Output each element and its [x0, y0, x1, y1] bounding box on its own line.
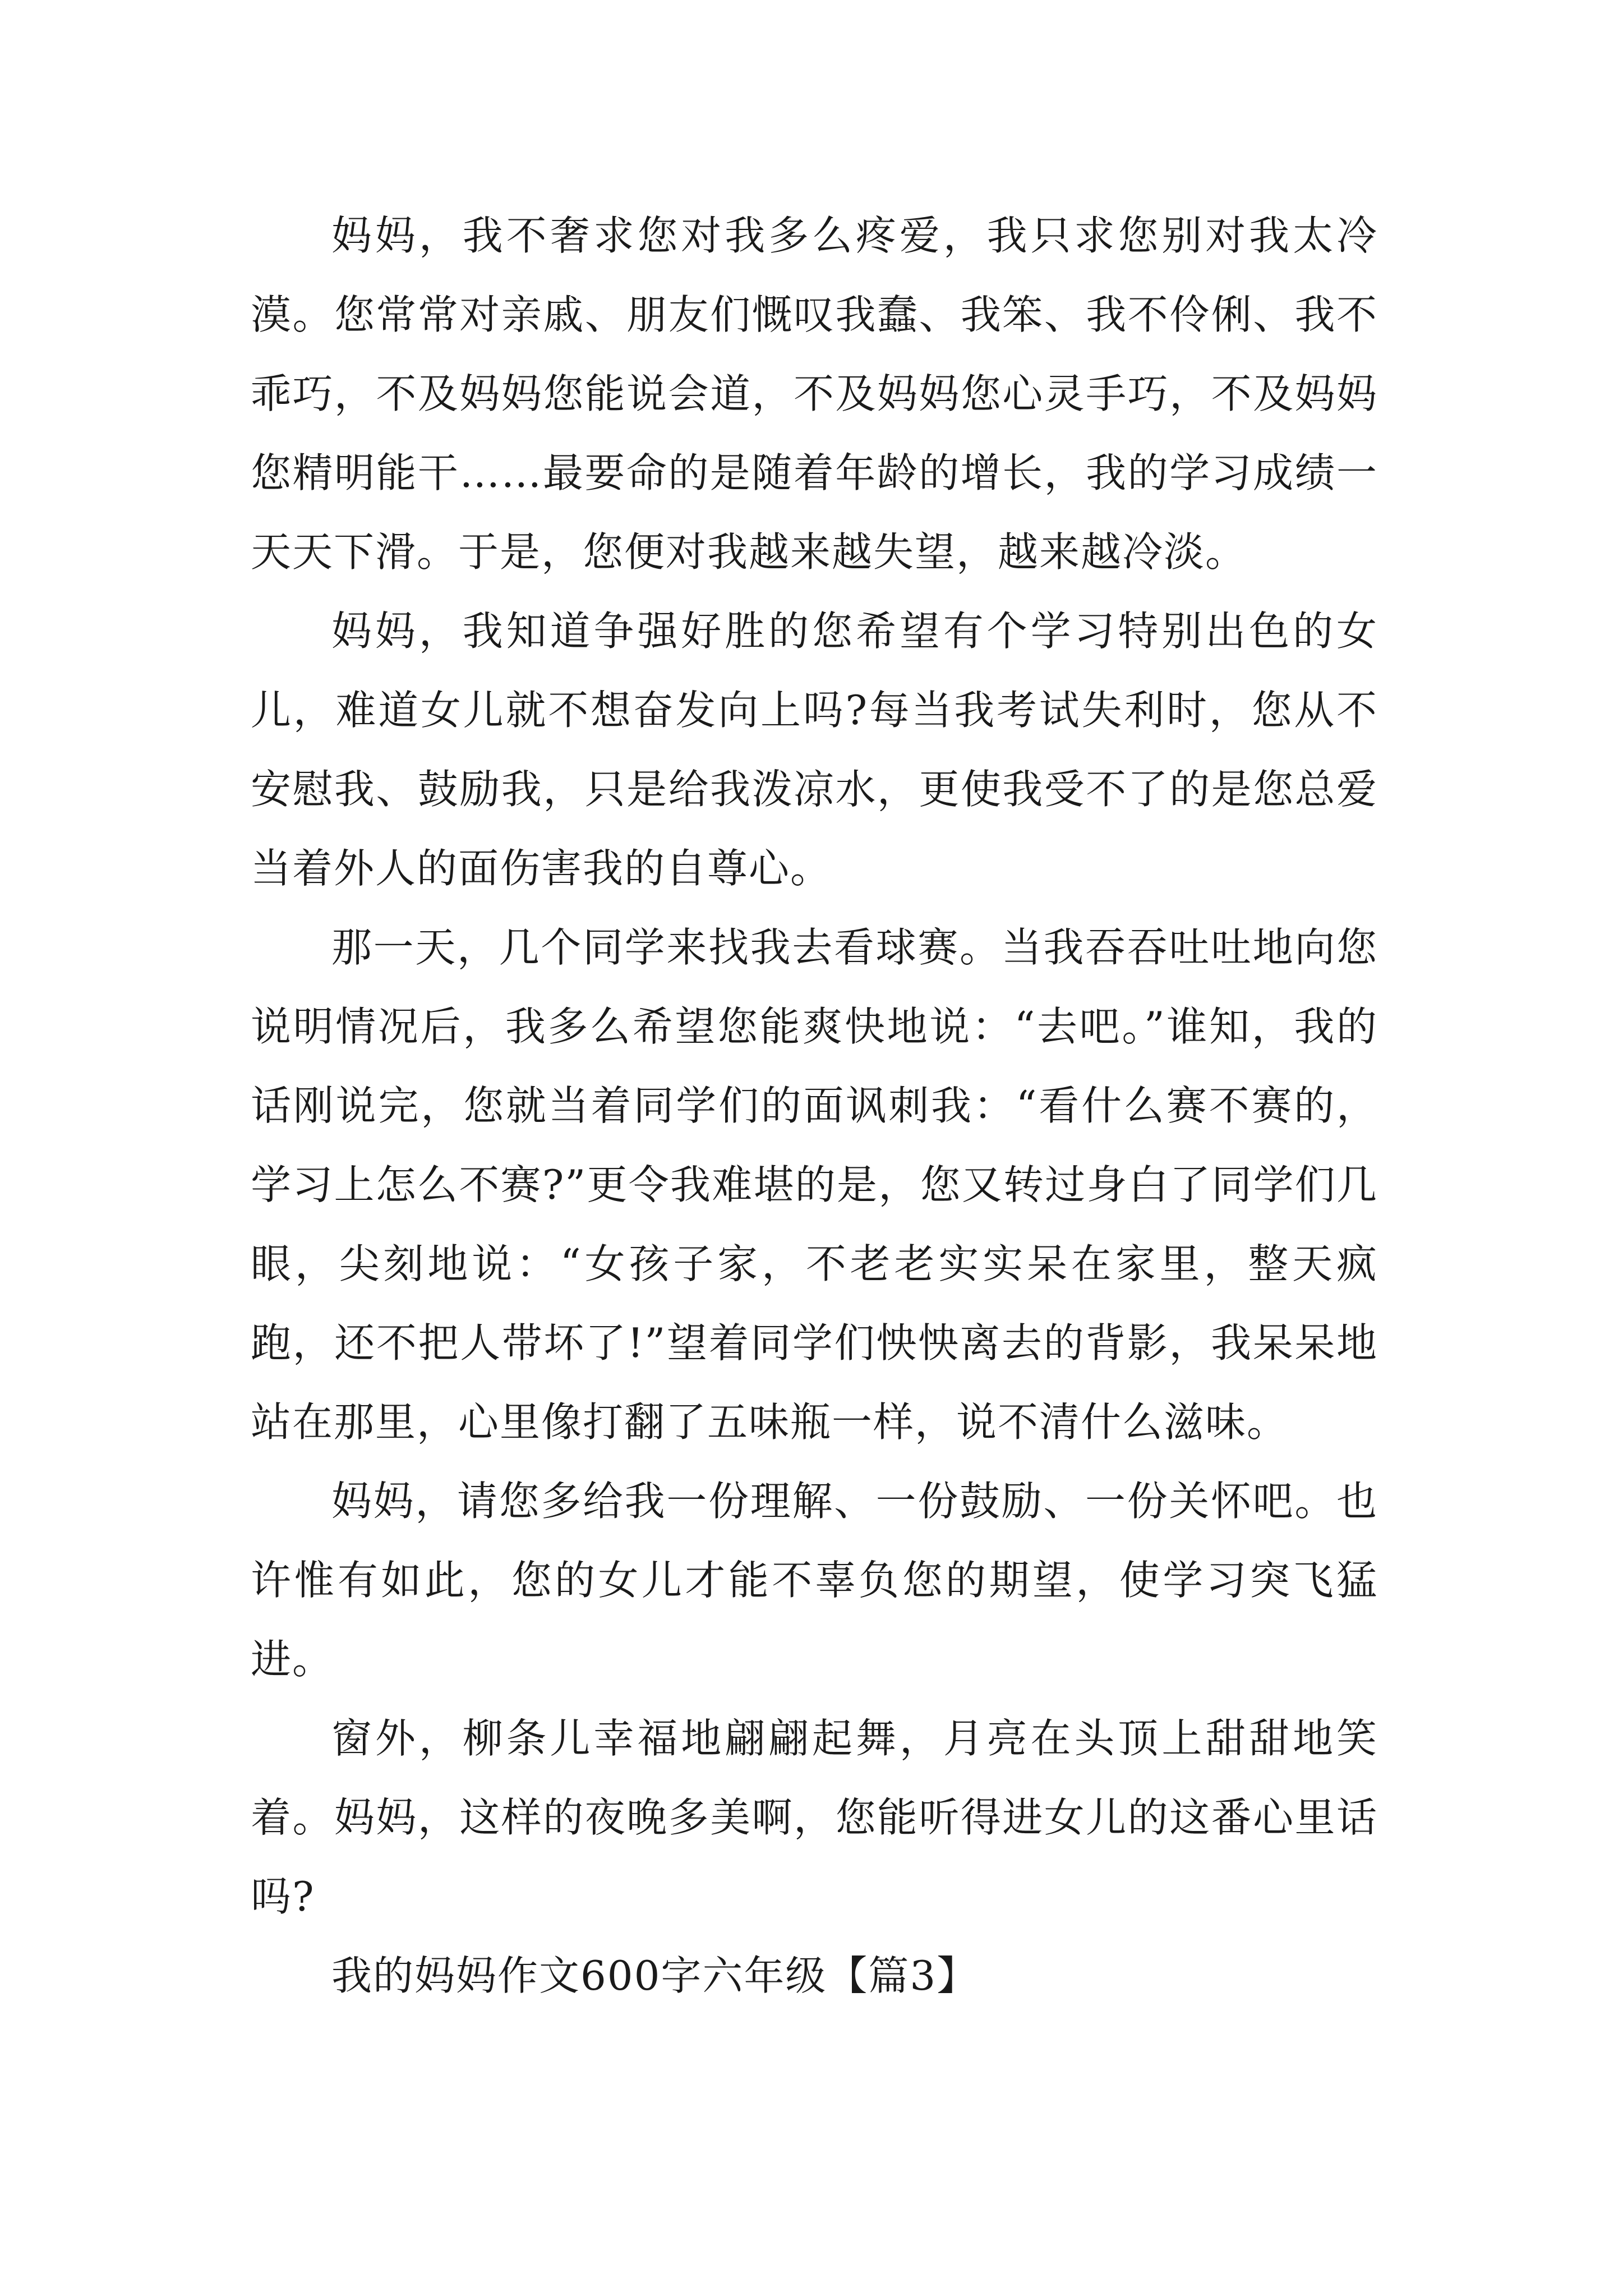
paragraph-5: 窗外，柳条儿幸福地翩翩起舞，月亮在头顶上甜甜地笑着。妈妈，这样的夜晚多美啊，您能听得进女儿的这番心里话吗? — [251, 1715, 1378, 1920]
section-heading: 我的妈妈作文600字六年级【篇3】 — [331, 1952, 979, 1999]
paragraph-2: 妈妈，我知道争强好胜的您希望有个学习特别出色的女儿，难道女儿就不想奋发向上吗?每当我考试失利时，您从不安慰我、鼓励我，只是给我泼凉水，更使我受不了的是您总爱当着外人的面伤害我的自尊心。 — [251, 608, 1378, 892]
paragraph-4: 妈妈，请您多给我一份理解、一份鼓励、一份关怀吧。也许惟有如此，您的女儿才能不辜负您的期望，使学习突飞猛进。 — [251, 1478, 1378, 1683]
article-body — [251, 196, 1378, 2016]
paragraph-1: 妈妈，我不奢求您对我多么疼爱，我只求您别对我太冷漠。您常常对亲戚、朋友们慨叹我蠢、我笨、我不伶俐、我不乖巧，不及妈妈您能说会道，不及妈妈您心灵手巧，不及妈妈您精明能干……最要命的是随着年龄的增长，我的学习成绩一天天下滑。于是，您便对我越来越失望，越来越冷淡。 — [251, 212, 1378, 576]
paragraph-3: 那一天，几个同学来找我去看球赛。当我吞吞吐吐地向您说明情况后，我多么希望您能爽快地说：“去吧。”谁知，我的话刚说完，您就当着同学们的面讽刺我：“看什么赛不赛的，学习上怎么不赛?”更令我难堪的是，您又转过身白了同学们几眼，尖刻地说：“女孩子家，不老老实实呆在家里，整天疯跑，还不把人带坏了!”望着同学们怏怏离去的背影，我呆呆地站在那里，心里像打翻了五味瓶一样，说不清什么滋味。 — [251, 924, 1378, 1446]
